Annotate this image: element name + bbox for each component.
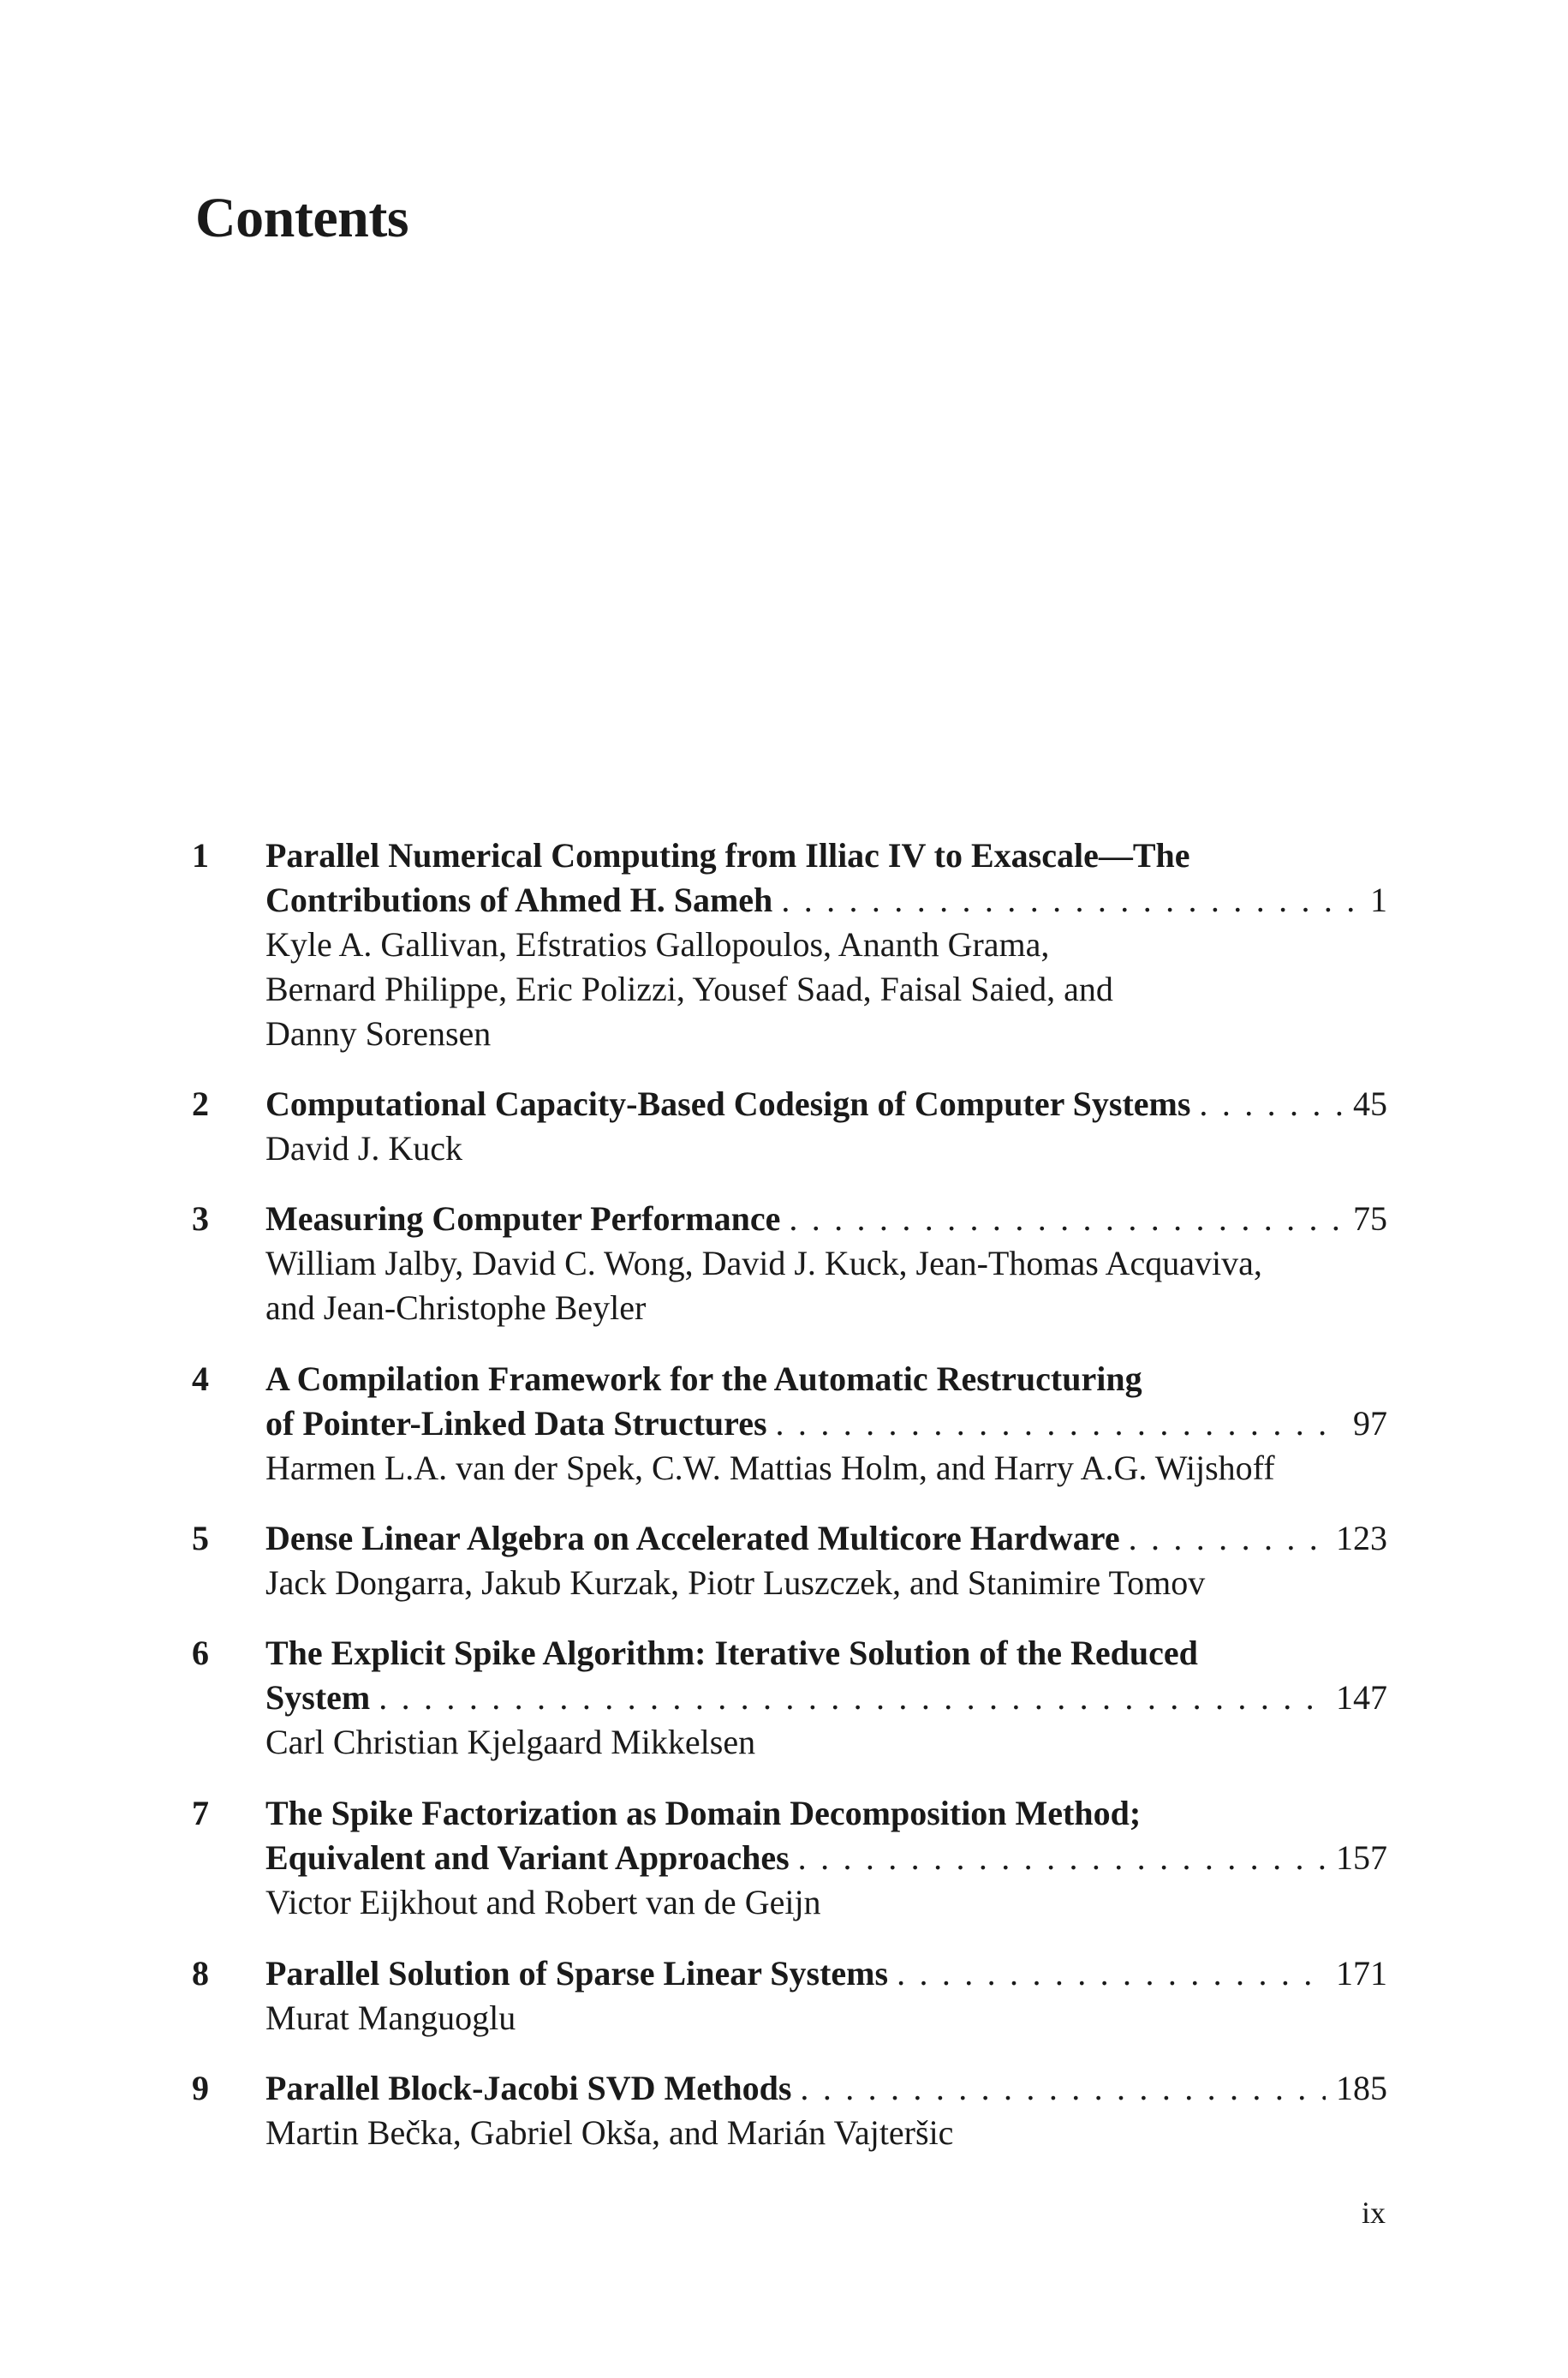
chapter-title-leader[interactable] [265,1082,1387,1126]
chapter-title-line: Parallel Numerical Computing from Illiac IV to Exascale—The [265,836,1190,875]
chapter-authors: Martin Bečka, Gabriel Okša, and Marián Vajteršic [265,2113,954,2152]
chapter-title-leader[interactable] [265,1836,1387,1880]
folio-page-number: ix [1362,2196,1386,2230]
chapter-title-line: The Spike Factorization as Domain Decomposition Method; [265,1794,1142,1832]
chapter-title-leader[interactable] [265,2066,1387,2111]
chapter-authors: Kyle A. Gallivan, Efstratios Gallopoulos, Ananth Grama, [265,925,1050,964]
chapter-number: 2 [192,1084,209,1123]
page-number: 45 [1353,1084,1387,1123]
chapter-number: 1 [192,836,209,875]
chapter-authors: Carl Christian Kjelgaard Mikkelsen [265,1723,756,1761]
chapter-title-line: A Compilation Framework for the Automatic Restructuring [265,1359,1142,1398]
chapter-number: 4 [192,1359,209,1398]
chapter-authors: Bernard Philippe, Eric Polizzi, Yousef Saad, Faisal Saied, and [265,970,1113,1008]
chapter-title-leader[interactable] [265,1951,1387,1996]
page-title: Contents [195,187,409,249]
chapter-number: 5 [192,1519,209,1557]
dot-leader [791,2066,1326,2111]
dot-leader [772,878,1360,923]
page-number: 157 [1336,1838,1387,1877]
chapter-title: of Pointer-Linked Data Structures [265,1404,767,1443]
page-number: 171 [1336,1954,1387,1993]
dot-leader [790,1836,1326,1880]
chapter-title: Dense Linear Algebra on Accelerated Multicore Hardware [265,1519,1120,1557]
page-number: 97 [1353,1404,1387,1443]
chapter-authors: Victor Eijkhout and Robert van de Geijn [265,1883,821,1921]
chapter-authors: William Jalby, David C. Wong, David J. Kuck, Jean-Thomas Acquaviva, [265,1244,1262,1282]
chapter-number: 9 [192,2069,209,2107]
chapter-title: System [265,1678,371,1717]
page-number: 147 [1336,1678,1387,1717]
chapter-title-line: The Explicit Spike Algorithm: Iterative Solution of the Reduced [265,1634,1198,1672]
chapter-title: Computational Capacity-Based Codesign of Computer Systems [265,1084,1191,1123]
dot-leader [1120,1516,1326,1561]
chapter-number: 7 [192,1794,209,1832]
chapter-title: Parallel Solution of Sparse Linear Systems [265,1954,889,1993]
dot-leader [767,1401,1343,1446]
chapter-number: 6 [192,1634,209,1672]
page-number: 185 [1336,2069,1387,2107]
chapter-authors: David J. Kuck [265,1129,462,1168]
dot-leader [370,1676,1326,1720]
chapter-title-leader[interactable] [265,1197,1387,1241]
chapter-authors: and Jean-Christophe Beyler [265,1288,647,1327]
page-number: 75 [1353,1199,1387,1238]
chapter-authors: Danny Sorensen [265,1014,492,1053]
dot-leader [1190,1082,1343,1126]
chapter-title-leader[interactable] [265,1516,1387,1561]
chapter-title-leader[interactable] [265,1676,1387,1720]
chapter-title-leader[interactable] [265,1401,1387,1446]
chapter-number: 8 [192,1954,209,1993]
chapter-authors: Murat Manguoglu [265,1999,516,2037]
chapter-authors: Jack Dongarra, Jakub Kurzak, Piotr Luszczek, and Stanimire Tomov [265,1563,1206,1602]
chapter-title: Contributions of Ahmed H. Sameh [265,881,773,919]
dot-leader [780,1197,1343,1241]
dot-leader [888,1951,1326,1996]
chapter-title: Measuring Computer Performance [265,1199,781,1238]
page-number: 1 [1370,881,1387,919]
chapter-title: Equivalent and Variant Approaches [265,1838,790,1877]
page-number: 123 [1336,1519,1387,1557]
chapter-number: 3 [192,1199,209,1238]
chapter-authors: Harmen L.A. van der Spek, C.W. Mattias Holm, and Harry A.G. Wijshoff [265,1449,1275,1487]
chapter-title: Parallel Block-Jacobi SVD Methods [265,2069,792,2107]
chapter-title-leader[interactable] [265,878,1387,923]
